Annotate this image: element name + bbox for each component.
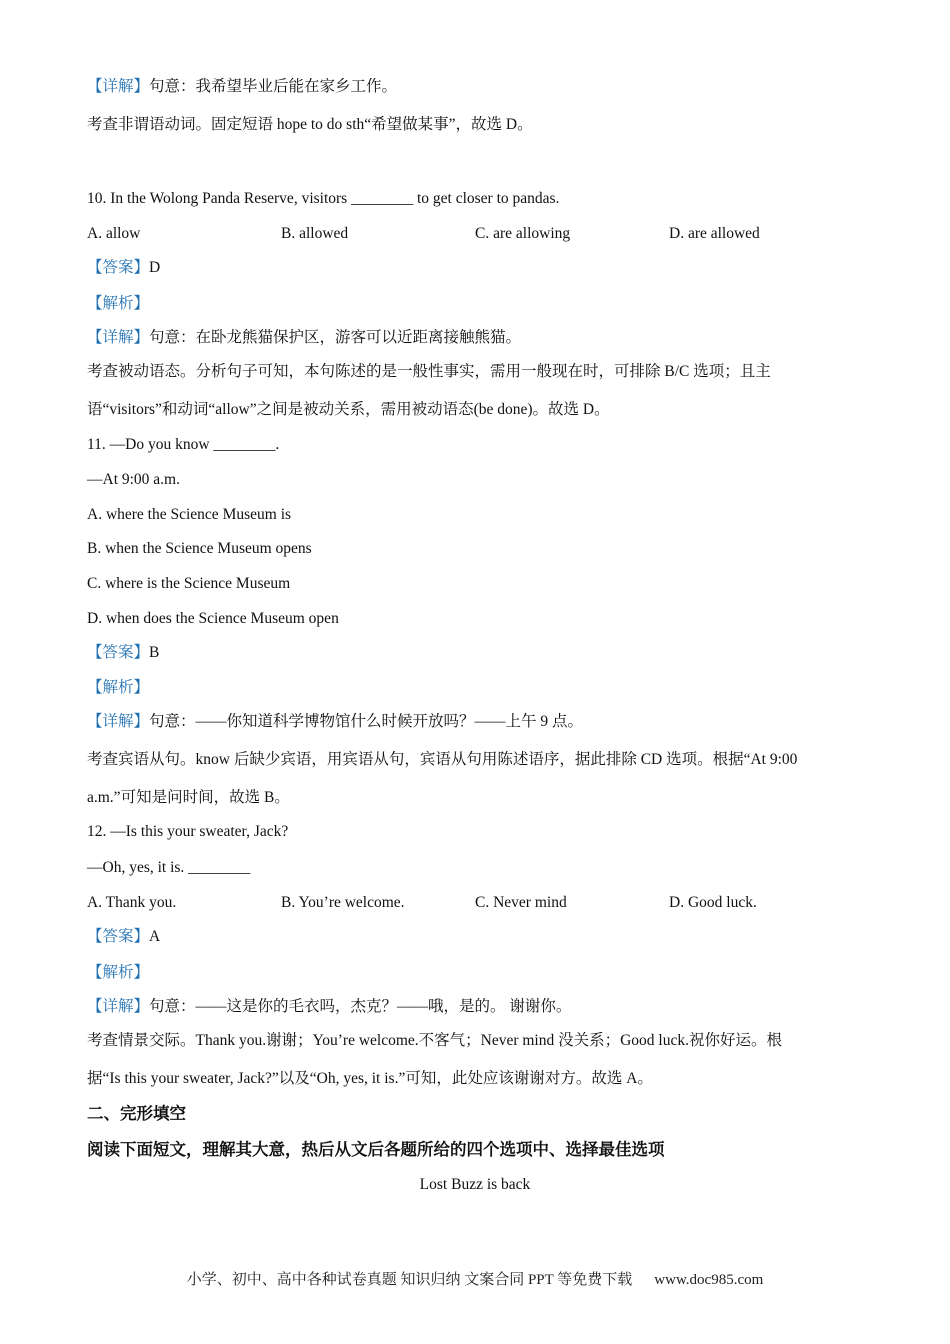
detail-text: 句意：在卧龙熊猫保护区，游客可以近距离接触熊猫。 <box>149 329 522 346</box>
footer-text: 小学、初中、高中各种试卷真题 知识归纳 文案合同 PPT 等免费下载 <box>186 1272 633 1288</box>
q10-analysis-2: 语“visitors”和动词“allow”之间是被动关系，需用被动语态(be done)。故选 D。 <box>87 401 610 418</box>
q11-reply: —At 9:00 a.m. <box>87 471 180 488</box>
q12-answer <box>87 927 160 947</box>
q11-option-d: D. when does the Science Museum open <box>87 610 339 627</box>
q12-reply: —Oh, yes, it is. ________ <box>87 859 251 876</box>
q11-option-a: A. where the Science Museum is <box>87 506 292 523</box>
q10-option-b: B. allowed <box>281 225 349 242</box>
footer-url[interactable]: www.doc985.com <box>654 1272 764 1288</box>
q10-answer <box>87 258 160 278</box>
q12-analysis-1: 考查情景交际。Thank you.谢谢；You’re welcome.不客气；Never mind 没关系；Good luck.祝你好运。根 <box>87 1032 782 1049</box>
q12-analysis-2: 据“Is this your sweater, Jack?”以及“Oh, yes, it is.”可知，此处应该谢谢对方。故选 A。 <box>87 1070 653 1087</box>
q12-detail <box>87 997 571 1017</box>
q12-option-b: B. You’re welcome. <box>281 894 405 911</box>
q12-option-c: C. Never mind <box>475 894 567 911</box>
detail-text: 句意：——这是你的毛衣吗，杰克？——哦，是的。 谢谢你。 <box>149 998 572 1015</box>
q11-option-b: B. when the Science Museum opens <box>87 540 312 557</box>
q10-jiexi-tag: 【解析】 <box>87 295 150 312</box>
q10-option-c: C. are allowing <box>475 225 571 242</box>
q11-analysis-2: a.m.”可知是问时间，故选 B。 <box>87 789 290 806</box>
answer-tag: 【答案】 <box>87 928 150 945</box>
section-instruction: 阅读下面短文，理解其大意，热后从文后各题所给的四个选项中、选择最佳选项 <box>87 1140 665 1159</box>
q11-jiexi-tag: 【解析】 <box>87 679 150 696</box>
detail-tag: 【详解】 <box>87 713 150 730</box>
answer-tag: 【答案】 <box>87 259 150 276</box>
q9-detail <box>87 77 397 97</box>
q11-detail <box>87 712 583 732</box>
q10-analysis-1: 考查被动语态。分析句子可知，本句陈述的是一般性事实，需用一般现在时，可排除 B/C 选项；且主 <box>87 363 771 380</box>
q12-jiexi-tag: 【解析】 <box>87 964 150 981</box>
q10-option-a: A. allow <box>87 225 141 242</box>
page-footer <box>0 1270 950 1290</box>
answer-value: A <box>149 928 161 945</box>
q12-option-d: D. Good luck. <box>669 894 757 911</box>
q10-detail <box>87 328 521 348</box>
q11-analysis-1: 考查宾语从句。know 后缺少宾语，用宾语从句，宾语从句用陈述语序，据此排除 CD 选项。根据“At 9:00 <box>87 751 798 768</box>
q9-analysis: 考查非谓语动词。固定短语 hope to do sth“希望做某事”，故选 D。 <box>87 116 533 133</box>
detail-tag: 【详解】 <box>87 998 150 1015</box>
q11-answer <box>87 643 159 663</box>
q11-option-c: C. where is the Science Museum <box>87 575 291 592</box>
detail-tag: 【详解】 <box>87 329 150 346</box>
detail-tag: 【详解】 <box>87 78 150 95</box>
q10-stem: 10. In the Wolong Panda Reserve, visitors ________ to get closer to pandas. <box>87 190 560 207</box>
passage-title: Lost Buzz is back <box>419 1176 531 1193</box>
q10-option-d: D. are allowed <box>669 225 760 242</box>
q12-option-a: A. Thank you. <box>87 894 177 911</box>
q11-stem: 11. —Do you know ________. <box>87 436 280 453</box>
detail-text: 句意：——你知道科学博物馆什么时候开放吗？——上午 9 点。 <box>149 713 584 730</box>
section-title: 二、完形填空 <box>87 1104 186 1123</box>
answer-value: D <box>149 259 161 276</box>
q12-stem: 12. —Is this your sweater, Jack? <box>87 823 289 840</box>
answer-tag: 【答案】 <box>87 644 150 661</box>
detail-text: 句意：我希望毕业后能在家乡工作。 <box>149 78 398 95</box>
answer-value: B <box>149 644 160 661</box>
